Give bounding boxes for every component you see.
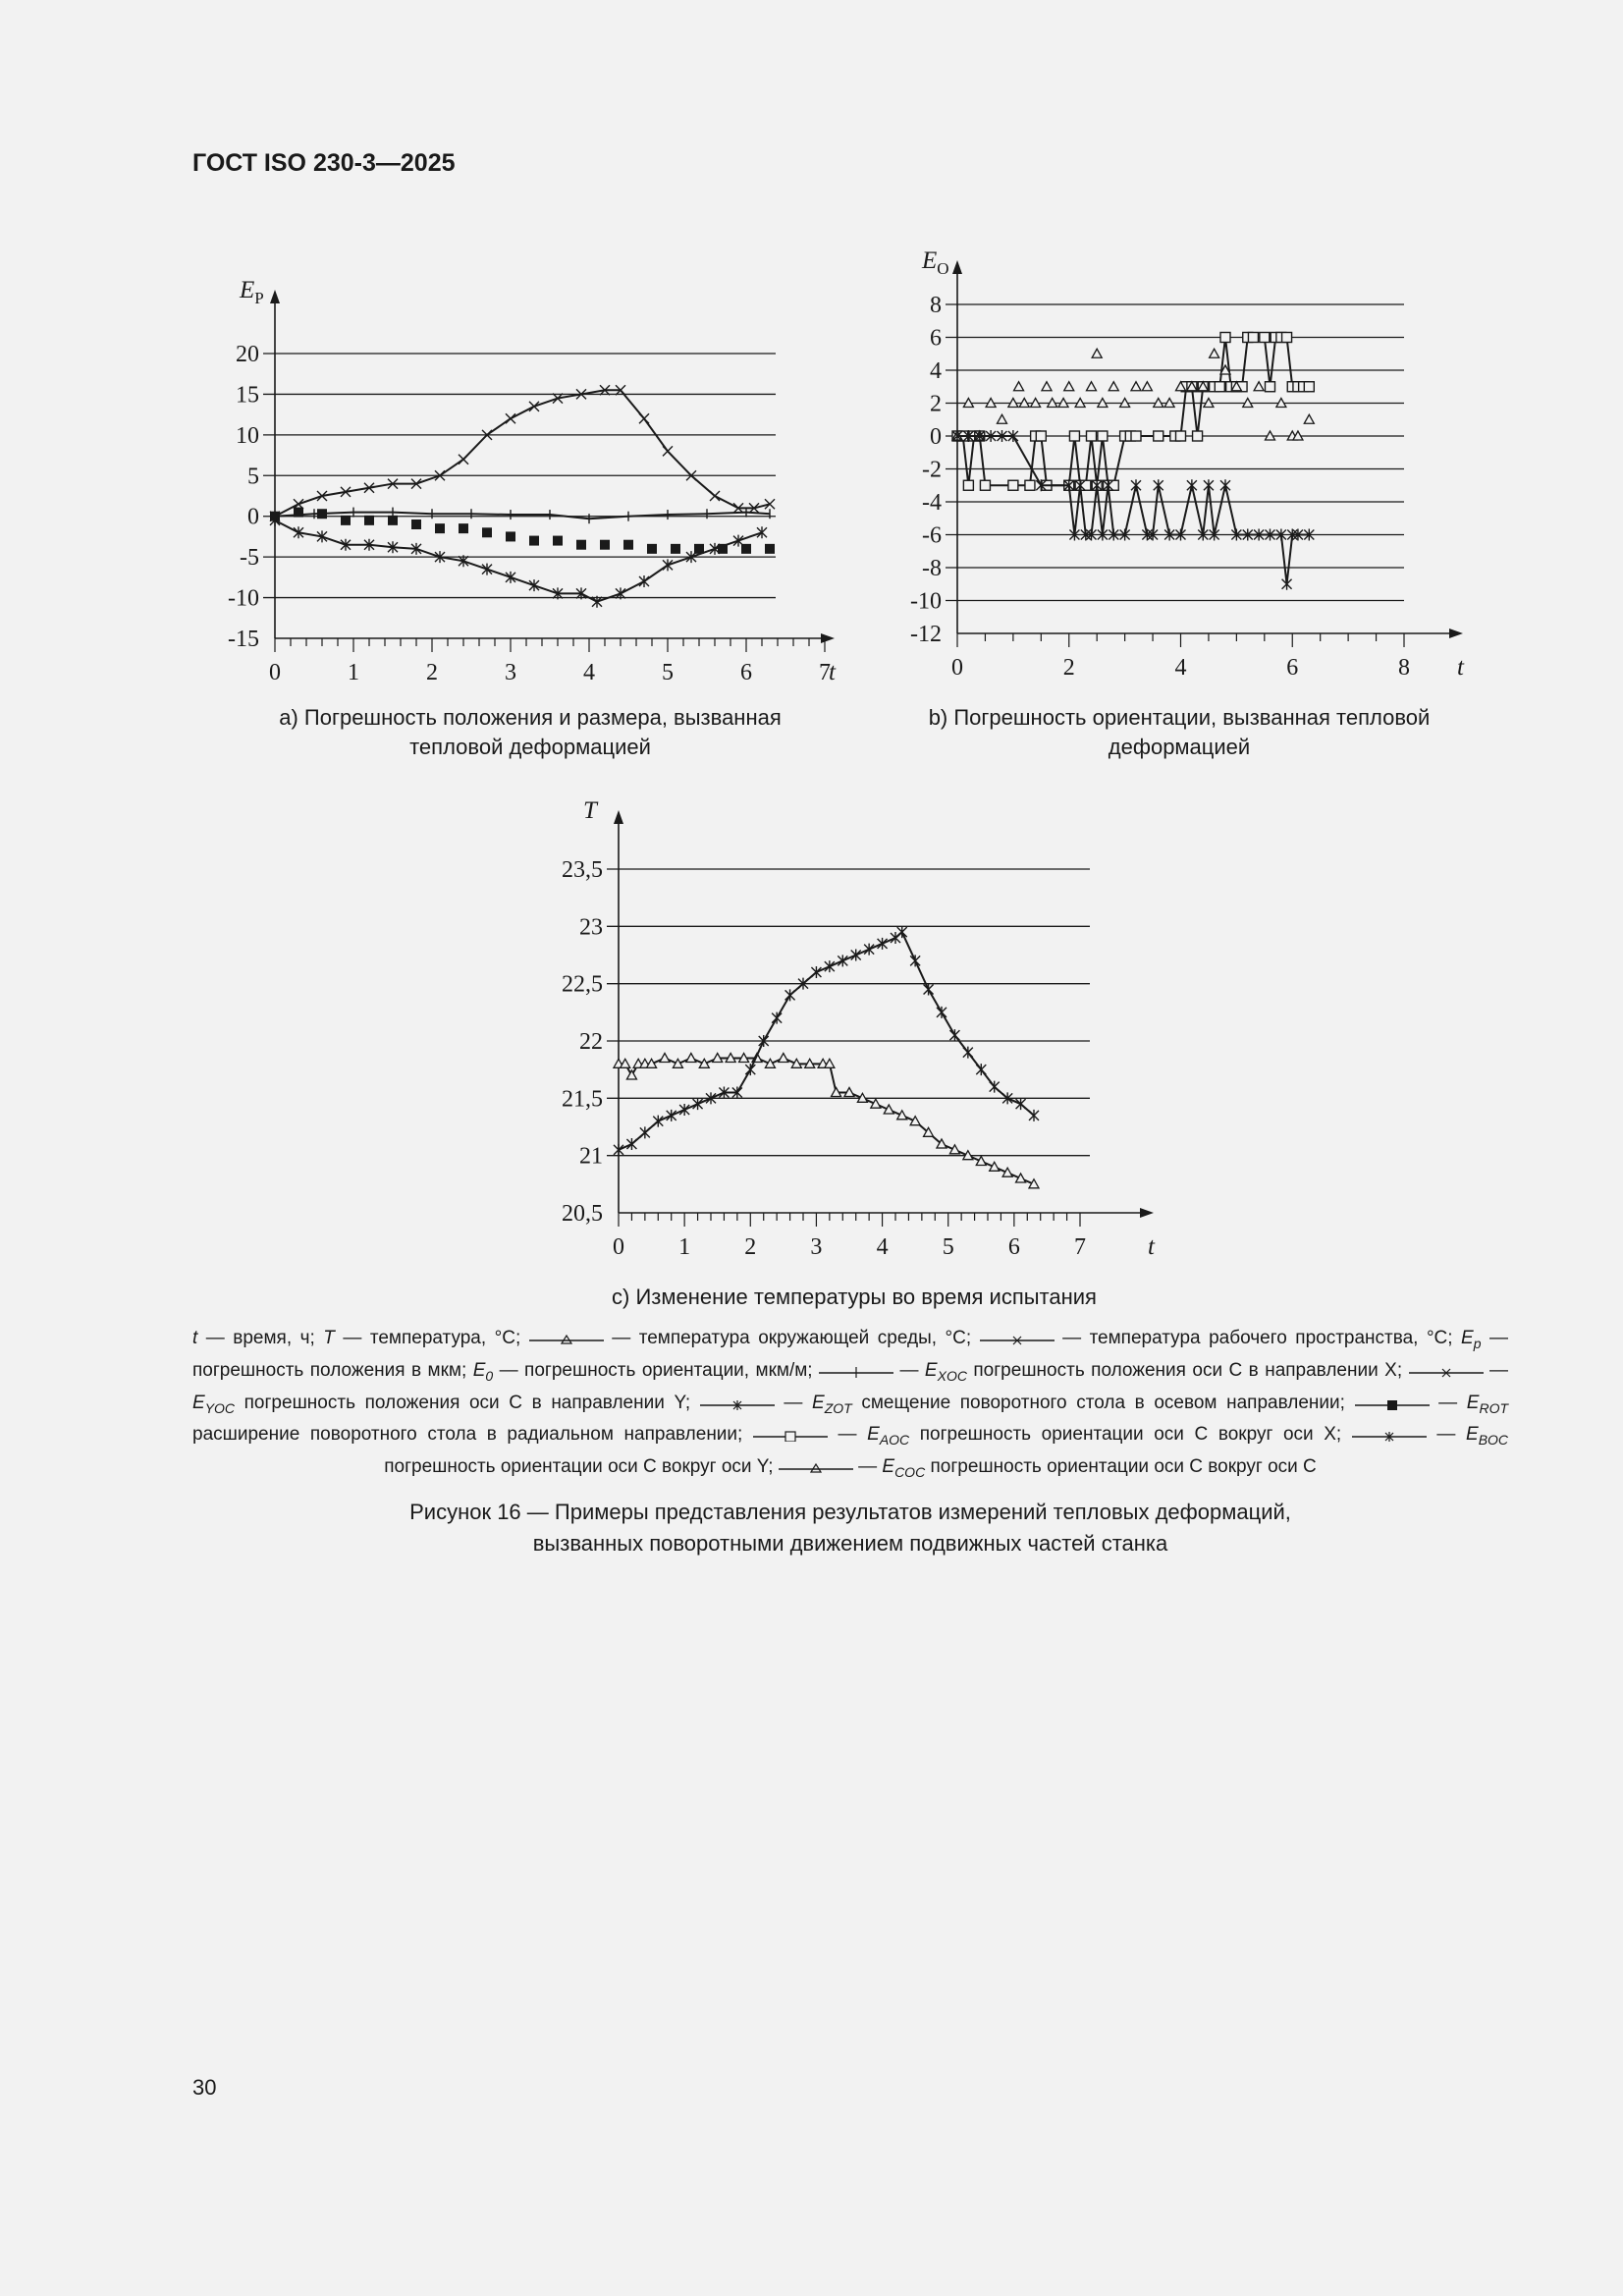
legend-part: — <box>1429 1392 1467 1413</box>
data-point <box>897 926 907 938</box>
data-point <box>639 413 649 423</box>
x-axis-title: t <box>1148 1233 1155 1260</box>
series-asterisk <box>270 515 767 608</box>
x-axis-title: t <box>829 659 836 685</box>
legend-part: — температура окружающей среды, °С; <box>603 1328 980 1348</box>
series-line <box>957 338 1309 486</box>
legend-E: E <box>1466 1392 1480 1413</box>
data-point <box>1081 480 1091 490</box>
data-point <box>1304 414 1314 423</box>
data-point <box>990 1081 1000 1093</box>
series-open-square <box>952 333 1314 491</box>
data-point <box>686 1054 696 1063</box>
data-point <box>592 596 602 608</box>
legend-sub: BOC <box>1478 1432 1509 1449</box>
data-point <box>623 540 633 550</box>
legend-part: погрешность ориентации оси С вокруг оси X; <box>909 1424 1352 1446</box>
data-point <box>1008 480 1018 490</box>
data-point <box>640 1126 650 1138</box>
data-point <box>1042 382 1052 391</box>
chart-b-svg <box>874 236 1483 697</box>
data-point <box>616 587 625 599</box>
data-point <box>963 480 973 490</box>
legend-part: — <box>893 1359 925 1381</box>
data-point <box>647 544 657 554</box>
x-tick-label: 1 <box>678 1234 691 1260</box>
y-axis-arrow <box>952 260 962 274</box>
legend-part: погрешность ориентации оси С вокруг оси Y; <box>384 1456 779 1478</box>
data-point <box>1087 431 1097 441</box>
legend-x-line-symbol <box>980 1332 1055 1345</box>
chart-c <box>530 786 1178 1277</box>
data-point <box>1282 578 1292 590</box>
data-point <box>317 509 327 519</box>
data-point <box>891 932 900 944</box>
legend-text <box>192 1325 1508 1486</box>
legend-part: — температура, °С; <box>334 1328 529 1348</box>
data-point <box>1087 382 1097 391</box>
data-point <box>1109 480 1118 490</box>
series-line <box>619 1059 1034 1184</box>
legend-sub: ROT <box>1479 1399 1509 1416</box>
chart-a <box>196 265 844 697</box>
x-tick-label: 4 <box>876 1234 889 1260</box>
data-point <box>506 531 515 541</box>
legend-triangle-line-symbol <box>529 1332 604 1345</box>
y-tick-label: 4 <box>930 358 942 384</box>
x-tick-label: 3 <box>505 660 516 685</box>
legend-asterisk-line-symbol <box>700 1396 775 1410</box>
data-point <box>710 491 720 501</box>
data-point <box>1109 382 1118 391</box>
data-point <box>482 527 492 537</box>
data-point <box>1131 431 1141 441</box>
y-tick-label: 0 <box>247 504 259 530</box>
legend-E: E <box>867 1424 880 1446</box>
data-point <box>388 516 398 525</box>
data-point <box>679 1104 689 1116</box>
y-tick-label: -5 <box>240 545 259 572</box>
x-axis-arrow <box>821 633 835 643</box>
y-axis-title-sub: P <box>254 289 264 307</box>
data-point <box>1014 382 1024 391</box>
legend-E: E <box>812 1392 825 1413</box>
x-tick-label: 2 <box>426 660 438 685</box>
x-tick-label: 7 <box>1074 1234 1086 1260</box>
legend-part: — <box>774 1392 813 1413</box>
chart-b <box>874 236 1483 697</box>
y-axis-title-sub: O <box>937 259 949 278</box>
page-number: 30 <box>192 2075 217 2100</box>
caption-a: а) Погрешность положения и размера, вызванная тепловой деформацией <box>279 705 782 759</box>
data-point <box>1215 382 1224 392</box>
legend-E: E <box>192 1392 205 1413</box>
legend-filled-square-line-symbol <box>1355 1396 1430 1410</box>
data-point <box>825 960 835 972</box>
legend-E: E <box>924 1359 938 1381</box>
legend-sub: COC <box>894 1463 926 1480</box>
legend-part: — температура рабочего пространства, °С; <box>1054 1328 1462 1348</box>
data-point <box>1131 479 1141 491</box>
x-tick-label: 0 <box>951 655 963 681</box>
data-point <box>1254 382 1264 391</box>
data-point <box>663 446 673 456</box>
x-tick-label: 7 <box>819 660 831 685</box>
data-point <box>600 540 610 550</box>
x-tick-label: 5 <box>942 1234 954 1260</box>
y-tick-label: -10 <box>910 588 942 615</box>
series-x <box>270 385 775 520</box>
data-point <box>1131 382 1141 391</box>
legend-part: — <box>1426 1424 1466 1446</box>
x-tick-label: 8 <box>1398 655 1410 681</box>
data-point <box>693 1098 703 1110</box>
legend-sub: p <box>1473 1335 1482 1351</box>
legend-part: погрешность положения оси С в направлении Y; <box>235 1392 700 1413</box>
data-point <box>626 1070 636 1079</box>
data-point <box>963 1047 973 1059</box>
legend-E: E <box>472 1359 486 1381</box>
x-tick-label: 1 <box>348 660 359 685</box>
data-point <box>745 1064 755 1075</box>
series-triangle <box>614 1054 1039 1188</box>
y-tick-label: 20,5 <box>562 1201 603 1227</box>
legend-asterisk-line-symbol <box>1352 1428 1427 1442</box>
y-tick-label: 8 <box>930 293 942 318</box>
data-point <box>998 414 1007 423</box>
chart-c-svg <box>530 786 1178 1277</box>
data-point <box>878 938 888 950</box>
data-point <box>576 540 586 550</box>
data-point <box>949 1029 959 1041</box>
data-point <box>1092 349 1102 357</box>
data-point <box>1204 479 1214 491</box>
data-point <box>937 1007 947 1018</box>
y-axis-title: $E_O$ <box>922 247 949 278</box>
data-point <box>1266 382 1275 392</box>
y-axis-arrow <box>614 810 623 824</box>
x-tick-label: 6 <box>740 660 752 685</box>
y-tick-label: 20 <box>236 342 259 367</box>
y-tick-label: -12 <box>910 622 942 647</box>
series-line <box>275 390 770 516</box>
data-point <box>1220 333 1230 343</box>
x-tick-label: 0 <box>269 660 281 685</box>
data-point <box>811 966 821 978</box>
legend-part: — погрешность положения в мкм; <box>192 1328 1509 1381</box>
data-point <box>1282 333 1292 343</box>
data-point <box>663 559 673 571</box>
data-point <box>1220 479 1230 491</box>
data-point <box>1029 1110 1039 1121</box>
legend-open-square-line-symbol <box>753 1428 828 1442</box>
data-point <box>779 1054 788 1063</box>
data-point <box>765 544 775 554</box>
data-point <box>980 480 990 490</box>
x-tick-label: 3 <box>810 1234 823 1260</box>
legend-E: E <box>1461 1328 1474 1348</box>
figure-title-line1: Рисунок 16 — Примеры представления результатов измерений тепловых деформаций, <box>409 1500 1291 1524</box>
data-point <box>411 519 421 529</box>
y-tick-label: 21,5 <box>562 1086 603 1113</box>
legend-plus-line-symbol <box>819 1364 893 1378</box>
data-point <box>671 544 680 554</box>
data-point <box>639 575 649 587</box>
data-point <box>910 955 920 966</box>
legend-triangle-line-symbol <box>779 1460 853 1474</box>
x-tick-label: 6 <box>1286 655 1299 681</box>
data-point <box>341 516 351 525</box>
data-point <box>851 950 861 961</box>
x-axis-arrow <box>1449 629 1463 638</box>
figure-title <box>192 1497 1508 1559</box>
legend-sub: YOC <box>204 1399 236 1416</box>
y-tick-label: 23,5 <box>562 857 603 883</box>
y-tick-label: 0 <box>930 424 942 450</box>
data-point <box>626 1138 636 1150</box>
data-point <box>364 516 374 525</box>
data-point <box>1154 431 1163 441</box>
series-triangle <box>952 349 1314 440</box>
data-point <box>733 535 743 547</box>
y-tick-label: -4 <box>922 490 942 516</box>
data-point <box>1260 333 1270 343</box>
legend-part: расширение поворотного стола в радиальном направлении; <box>192 1424 753 1446</box>
y-tick-label: -10 <box>228 585 259 612</box>
y-axis-arrow <box>270 290 280 303</box>
data-point <box>1210 349 1219 357</box>
x-tick-label: 0 <box>613 1234 624 1260</box>
data-point <box>864 944 874 956</box>
data-point <box>529 536 539 546</box>
x-axis-arrow <box>1140 1208 1154 1218</box>
data-point <box>614 1144 623 1156</box>
legend-part: — время, ч; <box>197 1328 324 1348</box>
data-point <box>1154 479 1163 491</box>
data-point <box>435 523 445 533</box>
data-point <box>757 526 767 538</box>
y-tick-label: 22 <box>579 1029 603 1055</box>
legend-part: погрешность положения оси С в направлении X; <box>966 1359 1409 1381</box>
x-tick-label: 4 <box>583 660 595 685</box>
data-point <box>924 984 934 996</box>
figure-title-line2: вызванных поворотными движением подвижных частей станка <box>532 1531 1168 1556</box>
legend-part: погрешность ориентации оси С вокруг оси С <box>925 1456 1317 1478</box>
data-point <box>506 413 515 423</box>
legend-E: E <box>882 1456 895 1478</box>
data-point <box>529 579 539 591</box>
y-tick-label: 5 <box>247 464 259 490</box>
data-point <box>838 955 847 966</box>
y-tick-label: 10 <box>236 422 259 449</box>
y-tick-label: -8 <box>922 556 942 581</box>
data-point <box>1064 382 1074 391</box>
legend-part: — погрешность ориентации, мкм/м; <box>493 1359 820 1381</box>
y-tick-label: 2 <box>930 391 942 417</box>
data-point <box>294 508 303 518</box>
y-tick-label: 15 <box>236 382 259 409</box>
y-tick-label: 23 <box>579 914 603 941</box>
data-point <box>1069 431 1079 441</box>
document-header: ГОСТ ISO 230-3—2025 <box>192 149 456 177</box>
data-point <box>1036 431 1046 441</box>
legend-E: E <box>1466 1424 1479 1446</box>
data-point <box>772 1012 782 1024</box>
y-tick-label: 21 <box>579 1143 603 1170</box>
series-line <box>275 520 762 602</box>
legend-part: смещение поворотного стола в осевом направлении; <box>851 1392 1355 1413</box>
y-tick-label: -15 <box>228 627 259 652</box>
legend-sub: 0 <box>485 1367 494 1384</box>
data-point <box>667 1110 676 1121</box>
y-axis-title: T <box>583 797 597 824</box>
data-point <box>660 1054 670 1063</box>
legend-sub: XOC <box>937 1367 967 1384</box>
data-point <box>459 455 468 465</box>
caption-b: b) Погрешность ориентации, вызванная тепловой деформацией <box>928 705 1431 759</box>
series-line <box>957 436 1309 584</box>
legend-T: T <box>323 1328 335 1348</box>
data-point <box>553 536 563 546</box>
data-point <box>1176 431 1186 441</box>
y-tick-label: -2 <box>922 457 942 483</box>
data-point <box>1016 1098 1026 1110</box>
data-point <box>1304 382 1314 392</box>
data-point <box>785 989 795 1001</box>
data-point <box>1248 333 1258 343</box>
y-tick-label: -6 <box>922 522 942 549</box>
legend-x-line-symbol <box>1409 1364 1484 1378</box>
data-point <box>976 1064 986 1075</box>
legend-sub: AOC <box>879 1432 910 1449</box>
data-point <box>529 402 539 411</box>
data-point <box>459 523 468 533</box>
data-point <box>482 564 492 575</box>
legend-sub: ZOT <box>824 1399 852 1416</box>
data-point <box>1025 480 1035 490</box>
legend-part: — <box>852 1456 883 1478</box>
legend-part: — <box>827 1424 868 1446</box>
x-tick-label: 5 <box>662 660 674 685</box>
data-point <box>506 572 515 583</box>
x-tick-label: 4 <box>1174 655 1187 681</box>
legend-part: — <box>1483 1359 1509 1381</box>
y-tick-label: 6 <box>930 325 942 352</box>
x-axis-title: t <box>1457 654 1464 681</box>
legend-t: t <box>192 1328 198 1348</box>
data-point <box>1098 431 1108 441</box>
caption-c: с) Изменение температуры во время испытания <box>612 1285 1097 1309</box>
data-point <box>1187 479 1197 491</box>
data-point <box>653 1116 663 1127</box>
x-tick-label: 2 <box>1062 655 1075 681</box>
chart-a-svg <box>196 265 844 697</box>
x-tick-label: 2 <box>744 1234 757 1260</box>
y-tick-label: 22,5 <box>562 971 603 998</box>
series-asterisk <box>952 430 1314 590</box>
data-point <box>1142 382 1152 391</box>
x-tick-label: 6 <box>1007 1234 1020 1260</box>
data-point <box>1193 431 1203 441</box>
y-axis-title: $E_P$ <box>240 277 264 307</box>
